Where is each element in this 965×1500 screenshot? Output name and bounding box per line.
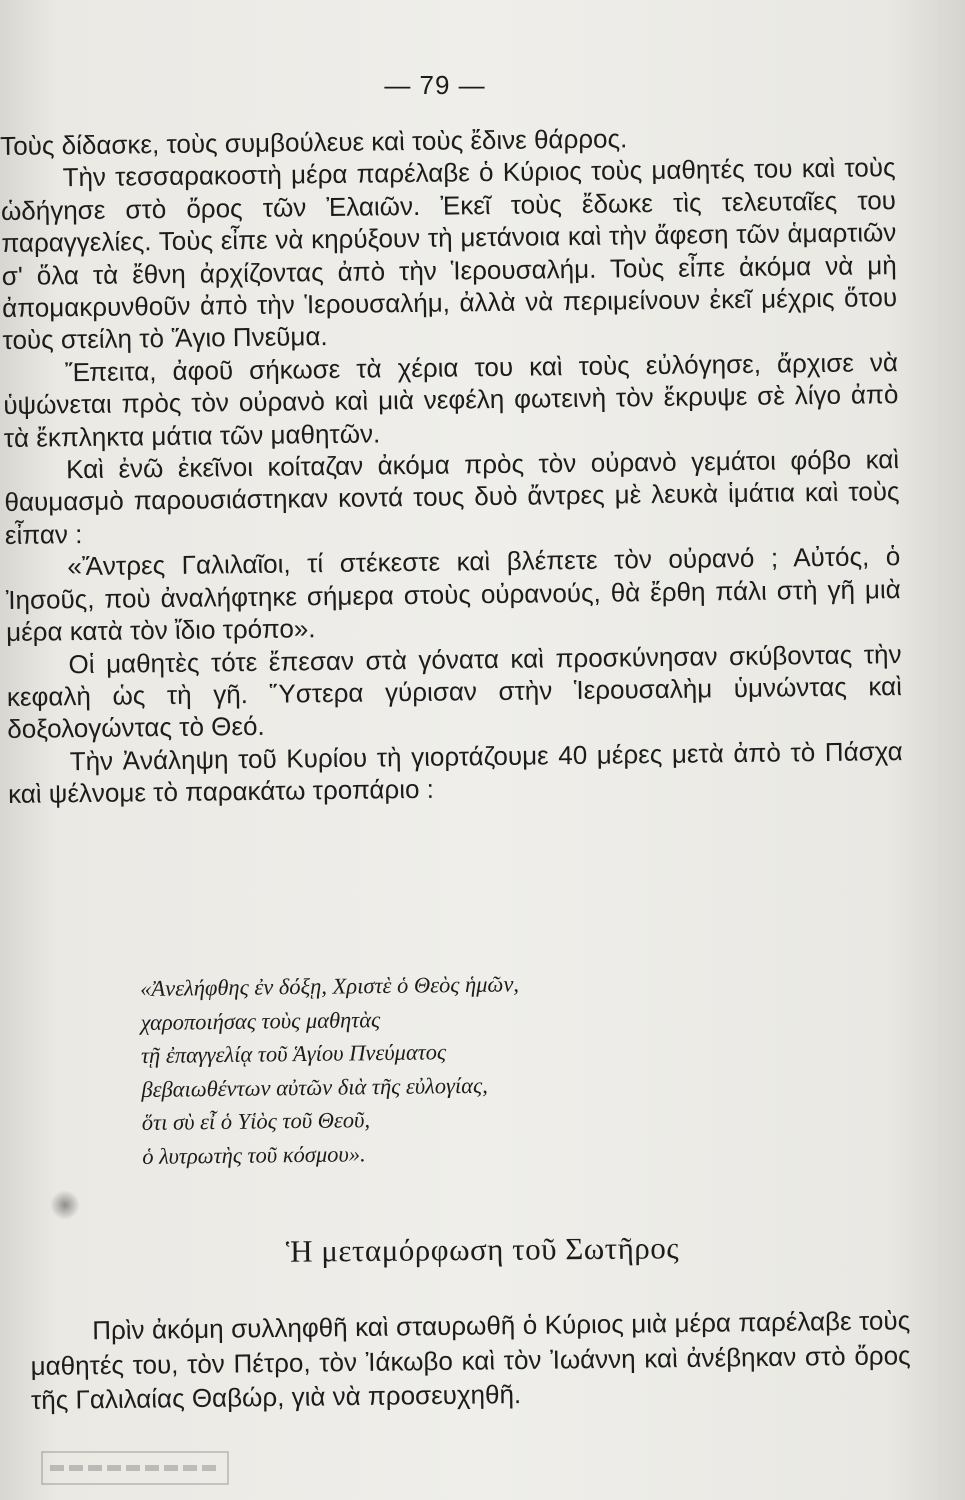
paragraph: Ἔπειτα, ἀφοῦ σήκωσε τὰ χέρια του καὶ τοὺς εὐλόγησε, ἄρχισε νὰ ὑψώνεται πρὸς τὸν οὐρανὸ καὶ μιὰ νεφέλη φωτεινὴ τὸν ἔκρυψε σὲ λίγο ἀπὸ τὰ ἔκπληκτα μάτια τῶν μαθητῶν. (3, 346, 899, 453)
paragraph: «Ἄντρες Γαλιλαῖοι, τί στέκεστε καὶ βλέπετε τὸν οὐρανό ; Αὐτός, ὁ Ἰησοῦς, ποὺ ἀναλήφτηκε σήμερα στοὺς οὐρανούς, θὰ ἔρθη πάλι στὴ γῆ μιὰ μέρα κατὰ τὸν ἴδιο τρόπο». (5, 541, 901, 648)
library-stamp-bleed (40, 1448, 230, 1488)
paragraph: Τὴν τεσσαρακοστὴ μέρα παρέλαβε ὁ Κύριος τοὺς μαθητές του καὶ τοὺς ὡδήγησε στὸ ὄρος τῶν Ἐλαιῶν. Ἐκεῖ τοὺς ἔδωκε τὶς τελευταῖες του παραγγελίες. Τοὺς εἶπε νὰ κηρύξουν τὴ μετάνοια καὶ τὴν ἄφεση τῶν ἁμαρτιῶν σ' ὅλα τὰ ἔθνη ἀρχίζοντας ἀπὸ τὴν Ἱερουσαλήμ. Τοὺς εἶπε ἀκόμα νὰ μὴ ἀπομακρυνθοῦν ἀπὸ τὴν Ἱερουσαλήμ, ἀλλὰ νὰ περιμείνουν ἐκεῖ μέχρις ὅτου τοὺς στείλη τὸ Ἅγιο Πνεῦμα. (0, 152, 898, 356)
paragraph: Τοὺς δίδασκε, τοὺς συμβούλευε καὶ τοὺς ἔδινε θάρρος. (0, 123, 628, 161)
paragraph: Καὶ ἐνῶ ἐκεῖνοι κοίταζαν ἀκόμα πρὸς τὸν οὐρανὸ γεμάτοι φόβο καὶ θαυμασμὸ παρουσιάστηκαν κοντά τους δυὸ ἄντρες μὲ λευκὰ ἱμάτια καὶ τοὺς εἶπαν : (4, 444, 900, 550)
hymn-line: βεβαιωθέντων αὐτῶν διὰ τῆς εὐλογίας, (141, 1072, 488, 1102)
hymn-line: ὁ λυτρωτὴς τοῦ κόσμου». (142, 1140, 366, 1169)
hymn-verse (140, 963, 862, 1173)
paragraph: Πρὶν ἀκόμη συλληφθῆ καὶ σταυρωθῆ ὁ Κύριος μιὰ μέρα παρέλαβε τοὺς μαθητές του, τὸν Πέτρο, τὸν Ἰάκωβο καὶ τὸν Ἰωάννη καὶ ἀνέβηκαν στὸ ὄρος τῆς Γαλιλαίας Θαβώρ, γιὰ νὰ προσευχηθῆ. (30, 1305, 911, 1415)
main-text (0, 119, 903, 810)
section-title: Ἡ μεταμόρφωση τοῦ Σωτῆρος (285, 1230, 680, 1269)
hymn-line: ὅτι σὺ εἶ ὁ Υἱὸς τοῦ Θεοῦ, (141, 1107, 371, 1135)
hymn-line: τῇ ἐπαγγελίᾳ τοῦ Ἁγίου Πνεύματος (140, 1039, 447, 1068)
paragraph: Οἱ μαθητὲς τότε ἔπεσαν στὰ γόνατα καὶ προσκύνησαν σκύβοντας τὴν κεφαλὴ ὡς τὴ γῆ. Ὕστερα γύρισαν στὴν Ἱερουσαλὴμ ὑμνώντας καὶ δοξολογώντας τὸ Θεό. (6, 638, 903, 745)
paragraph: Τὴν Ἀνάληψη τοῦ Κυρίου τὴ γιορτάζουμε 40 μέρες μετὰ ἀπὸ τὸ Πάσχα καὶ ψέλνομε τὸ παρακάτω τροπάριο : (7, 735, 903, 810)
hymn-line: «Ἀνελήφθης ἐν δόξῃ, Χριστὲ ὁ Θεὸς ἡμῶν, (140, 971, 520, 1001)
section-text (30, 1303, 911, 1417)
page-number: — 79 — (384, 70, 486, 100)
ink-smudge (50, 1190, 80, 1220)
hymn-line: χαροποιήσας τοὺς μαθητὰς (140, 1006, 381, 1035)
